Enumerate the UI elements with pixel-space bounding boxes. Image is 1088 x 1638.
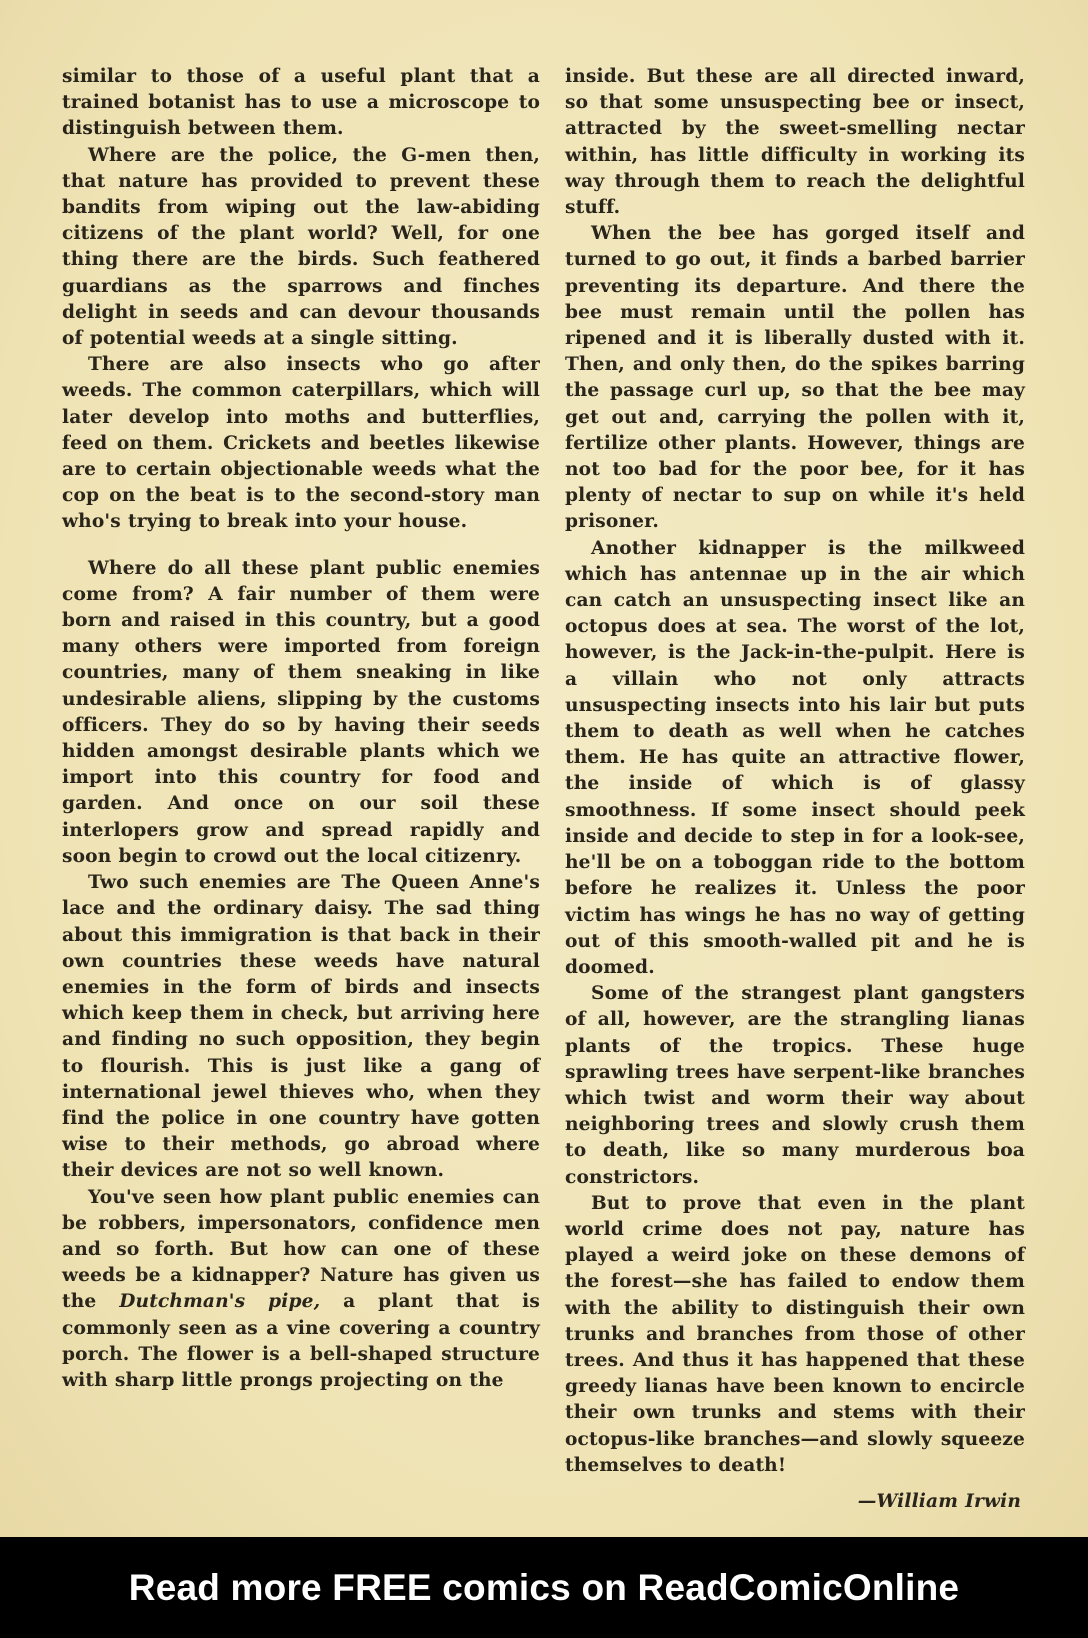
paragraph: Another kidnapper is the milkweed which has antennae up in the air which can catch an unsuspecting insect like an octopus does at sea. The worst of the lot, however, is the Jack-in-the-pulpit. Here is a villain who not only attracts unsuspecting insects into his lair but puts them to death as well when he catches them. He has quite an attractive flower, the inside of which is of glassy smoothness. If some insect should peek inside and decide to step in for a look-see, he'll be on a toboggan ride to the bottom before he realizes it. Unless the poor victim has wings he has no way of getting out of this smooth-walled pit and he is doomed. [565,537,1025,978]
paragraph: inside. But these are all directed inward, so that some unsuspecting bee or insect, attracted by the sweet-smelling nectar within, has little difficulty in working its way through them to reach the delightful stuff. [565,66,1025,219]
paragraph: Where are the police, the G-men then, that nature has provided to prevent these bandits from wiping out the law-abiding citizens of the plant world? Well, for one thing there are the birds. Such feathered guardians as the sparrows and finches delight in seeds and can devour thousands of potential weeds at a single sitting. [62,144,540,350]
paragraph: There are also insects who go after weeds. The common caterpillars, which will later develop into moths and butterflies, feed on them. Crickets and beetles likewise are to certain objectionable weeds what the cop on the beat is to the second-story man who's trying to break into your house. [62,354,540,533]
paragraph: similar to those of a useful plant that a trained botanist has to use a microscope to distinguish between them. [62,66,540,140]
paragraph-text: a plant that is commonly seen as a vine covering a country porch. The flower is a bell-shaped structure with sharp little prongs projecting on the [62,1291,540,1391]
left-column [62,64,540,1394]
paragraph: When the bee has gorged itself and turned to go out, it finds a barbed barrier preventing its departure. And there the bee must remain until the pollen has ripened and it is liberally dusted with it. Then, and only then, do the spikes barring the passage curl up, so that the bee may get out and, carrying the pollen with it, fertilize other plants. However, things are not too bad for the poor bee, for it has plenty of nectar to sup on while it's held prisoner. [565,223,1025,533]
paragraph: Some of the strangest plant gangsters of all, however, are the strangling lianas plants of the tropics. These huge sprawling trees have serpent-like branches which twist and worm their way about neighboring trees and slowly crush them to death, like so many murderous boa constrictors. [565,983,1025,1188]
paragraph: Where do all these plant public enemies come from? A fair number of them were born and raised in this country, but a good many others were imported from foreign countries, many of them sneaking in like undesirable aliens, slipping by the customs officers. They do so by having their seeds hidden amongst desirable plants which we import into this country for food and garden. And once on our soil these interlopers grow and spread rapidly and soon begin to crowd out the local citizenry. [62,557,540,867]
promo-footer-banner: Read more FREE comics on ReadComicOnline [0,1537,1088,1638]
right-column [565,64,1025,1515]
author-byline: —William Irwin [857,1490,1021,1512]
paragraph-text: You've seen how plant public enemies can be robbers, impersonators, confidence men and so forth. But how can one of these weeds be a kidnapper? Nature has given us the [62,1186,540,1313]
paragraph: Two such enemies are The Queen Anne's lace and the ordinary daisy. The sad thing about this immigration is that back in their own countries these weeds have natural enemies in the form of birds and insects which keep them in check, but arriving here and finding no such opposition, they begin to flourish. This is just like a gang of international jewel thieves who, when they find the police in one country have gotten wise to their methods, go abroad where their devices are not so well known. [62,872,540,1182]
plant-name-italic: Dutchman's pipe, [119,1291,321,1313]
paragraph: But to prove that even in the plant world crime does not pay, nature has played a weird joke on these demons of the forest—she has failed to endow them with the ability to distinguish their own trunks and branches from those of other trees. And thus it has happened that these greedy lianas have been known to encircle their own trunks and stems with their octopus-like branches—and slowly squeeze themselves to death! [565,1192,1025,1476]
paragraph [62,1185,540,1395]
